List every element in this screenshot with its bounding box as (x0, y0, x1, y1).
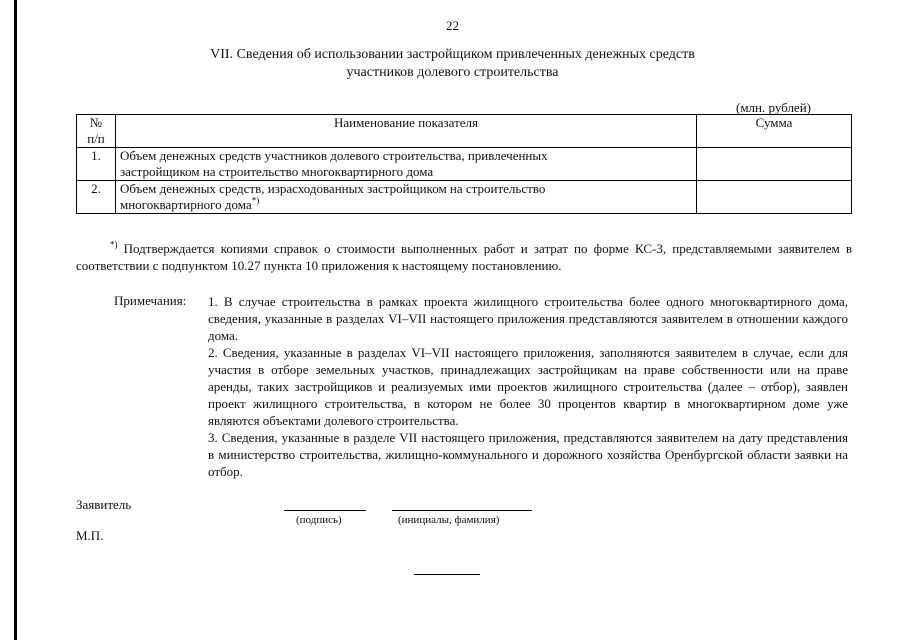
name-line (392, 510, 532, 511)
header-sum: Сумма (697, 115, 852, 148)
section-title-line-2: участников долевого строительства (346, 65, 559, 80)
header-name: Наименование показателя (116, 115, 697, 148)
note-item: 2. Сведения, указанные в разделах VI–VII настоящего приложения, заполняются заявителем в случае, если для участия в отборе земельных участков, принадлежащих застройщикам на праве собственности или на праве аренды, таких застройщиков и реализуемых ими проектов жилищного строительства (далее – отбор), заявлен проект жилищного строительства, в котором не более 30 процентов квартир в многоквартирном доме уже являются объектами долевого строительства. (208, 345, 848, 428)
footnote-mark: *) (110, 239, 118, 250)
row-name (116, 148, 697, 181)
page-number: 22 (446, 18, 459, 33)
indicators-table (76, 114, 852, 214)
name-caption: (инициалы, фамилия) (398, 514, 500, 526)
row-name-text: Объем денежных средств участников долевого строительства, привлеченных застройщиком на строительство многоквартирного дома (120, 148, 548, 179)
section-title-line-1: VII. Сведения об использовании застройщиком привлеченных денежных средств (210, 47, 695, 62)
note-item: 1. В случае строительства в рамках проекта жилищного строительства более одного многоквартирного дома, сведения, указанные в разделах VI–VII настоящего приложения представляются заявителем в отношении каждого дома. (208, 294, 848, 343)
row-num: 2. (77, 181, 116, 214)
table-row (77, 181, 852, 214)
section-title (0, 46, 905, 82)
footnote-reference: *) (251, 195, 260, 206)
row-sum-cell[interactable] (697, 148, 852, 181)
footnote (76, 240, 852, 274)
notes-label: Примечания: (114, 293, 187, 308)
note-item: 3. Сведения, указанные в разделе VII настоящего приложения, представляются заявителем на дату представления в министерство строительства, жилищно-коммунального и дорожного хозяйства Оренбургской области заявки на отбор. (208, 430, 848, 479)
header-num (77, 115, 116, 148)
table-row (77, 148, 852, 181)
page-edge-bar (14, 0, 17, 640)
header-num-line-1: № (89, 115, 103, 130)
row-name (116, 181, 697, 214)
stamp-label: М.П. (76, 528, 104, 543)
applicant-label: Заявитель (76, 497, 132, 512)
header-num-line-2: п/п (87, 131, 105, 146)
row-num: 1. (77, 148, 116, 181)
signature-line (284, 510, 366, 511)
signature-caption: (подпись) (296, 514, 342, 526)
row-name-text: Объем денежных средств, израсходованных застройщиком на строительство многоквартирного дома (120, 181, 546, 212)
row-sum-cell[interactable] (697, 181, 852, 214)
end-line (414, 574, 480, 575)
footnote-text: Подтверждается копиями справок о стоимости выполненных работ и затрат по форме КС-3, представляемыми заявителем в соответствии с подпунктом 10.27 пункта 10 приложения к настоящему постановлению. (76, 241, 853, 273)
units-label: (млн. рублей) (736, 100, 811, 115)
notes-list (208, 293, 848, 480)
table-header-row (77, 115, 852, 148)
